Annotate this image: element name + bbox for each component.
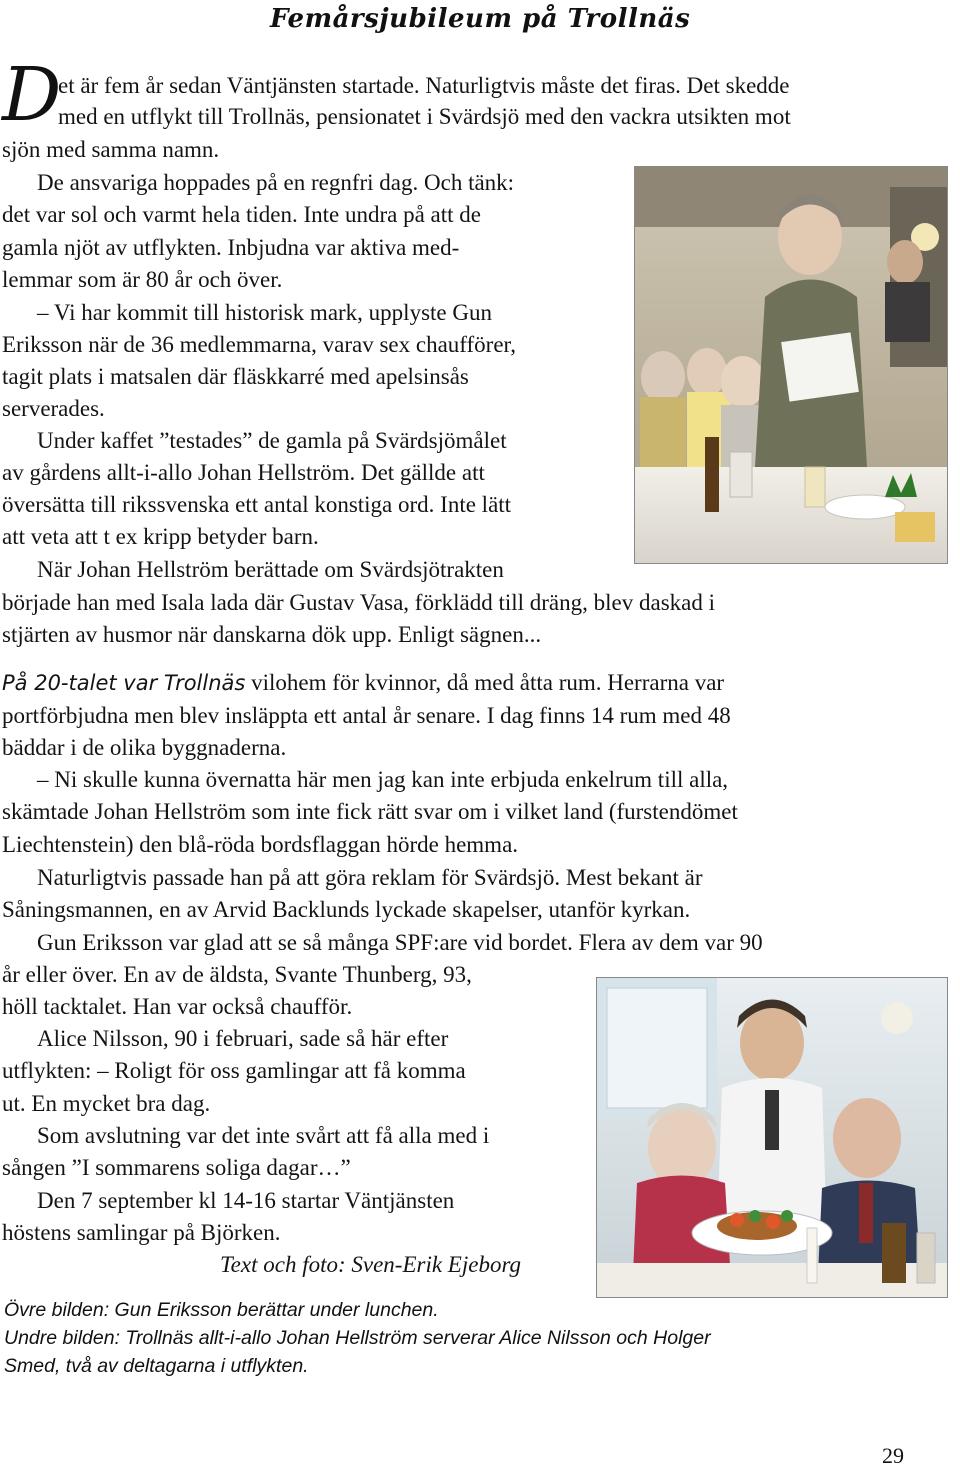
text-line: stjärten av husmor när danskarna dök upp. Enligt sägnen... xyxy=(2,622,542,647)
text-line: med en utflykt till Trollnäs, pensionatet i Svärdsjö med den vackra utsikten mot xyxy=(58,104,791,129)
text-line: Såningsmannen, en av Arvid Backlunds lyckade skapelser, utanför kyrkan. xyxy=(2,897,691,922)
text-line: gamla njöt av utflykten. Inbjudna var aktiva med- xyxy=(2,235,460,260)
lower-photo xyxy=(596,977,948,1298)
photo-credit: Text och foto: Sven-Erik Ejeborg xyxy=(220,1252,522,1277)
text-line: Eriksson när de 36 medlemmarna, varav sex chaufförer, xyxy=(2,332,517,357)
text-line: Som avslutning var det inte svårt att få alla med i xyxy=(37,1123,490,1148)
text-line: et är fem år sedan Väntjänsten startade. Naturligtvis måste det firas. Det skedde xyxy=(58,73,790,98)
upper-photo-image xyxy=(635,167,947,563)
text-line: – Ni skulle kunna övernatta här men jag kan inte erbjuda enkelrum till alla, xyxy=(37,767,729,792)
text-line: sången ”I sommarens soliga dagar…” xyxy=(2,1155,351,1180)
text-line: De ansvariga hoppades på en regnfri dag. Och tänk: xyxy=(37,170,515,195)
text-line xyxy=(2,667,724,699)
text-line: Gun Eriksson var glad att se så många SPF:are vid bordet. Flera av dem var 90 xyxy=(37,930,763,955)
page-title: Femårsjubileum på Trollnäs xyxy=(270,4,691,34)
text-line: Alice Nilsson, 90 i februari, sade så här efter xyxy=(37,1026,449,1051)
text-line: började han med Isala lada där Gustav Vasa, förklädd till dräng, blev daskad i xyxy=(2,590,715,615)
text-line: portförbjudna men blev insläppta ett antal år senare. I dag finns 14 rum med 48 xyxy=(2,703,731,728)
text-line: utflykten: – Roligt för oss gamlingar att få komma xyxy=(2,1058,466,1083)
text-line: – Vi har kommit till historisk mark, upplyste Gun xyxy=(37,300,492,325)
page-number: 29 xyxy=(882,1443,904,1468)
text-line: höstens samlingar på Björken. xyxy=(2,1220,281,1245)
caption-lower-photo: Undre bilden: Trollnäs allt-i-allo Johan Hellström serverar Alice Nilsson och Holger xyxy=(4,1327,711,1349)
text-line: serverades. xyxy=(2,396,105,421)
drop-cap: D xyxy=(2,52,62,138)
text-line: sjön med samma namn. xyxy=(2,137,220,162)
text-line: att veta att t ex kripp betyder barn. xyxy=(2,524,319,549)
text-fragment: vilohem för kvinnor, då med åtta rum. Herrarna var xyxy=(251,670,725,695)
upper-photo xyxy=(634,166,948,564)
text-line: Naturligtvis passade han på att göra reklam för Svärdsjö. Mest bekant är xyxy=(37,865,703,890)
text-line: Den 7 september kl 14-16 startar Väntjänsten xyxy=(37,1188,455,1213)
lower-photo-image xyxy=(597,978,947,1297)
text-line: lemmar som är 80 år och över. xyxy=(2,267,283,292)
text-line: det var sol och varmt hela tiden. Inte undra på att de xyxy=(2,202,481,227)
text-line: skämtade Johan Hellström som inte fick rätt svar om i vilket land (furstendömet xyxy=(2,799,738,824)
text-line: Liechtenstein) den blå-röda bordsflaggan hörde hemma. xyxy=(2,832,519,857)
text-line: år eller över. En av de äldsta, Svante Thunberg, 93, xyxy=(2,962,472,987)
inline-subhead: På 20-talet var Trollnäs xyxy=(2,671,246,695)
text-line: När Johan Hellström berättade om Svärdsjötrakten xyxy=(37,557,504,582)
text-line: Under kaffet ”testades” de gamla på Svärdsjömålet xyxy=(37,428,507,453)
text-line: bäddar i de olika byggnaderna. xyxy=(2,735,287,760)
text-line: av gårdens allt-i-allo Johan Hellström. Det gällde att xyxy=(2,460,485,485)
text-line: tagit plats i matsalen där fläskkarré med apelsinsås xyxy=(2,364,469,389)
text-line: ut. En mycket bra dag. xyxy=(2,1091,211,1116)
text-line: översätta till rikssvenska ett antal konstiga ord. Inte lätt xyxy=(2,492,512,517)
caption-lower-photo-continued: Smed, två av deltagarna i utflykten. xyxy=(4,1355,309,1377)
text-line: höll tacktalet. Han var också chaufför. xyxy=(2,994,353,1019)
caption-upper-photo: Övre bilden: Gun Eriksson berättar under lunchen. xyxy=(4,1299,439,1321)
